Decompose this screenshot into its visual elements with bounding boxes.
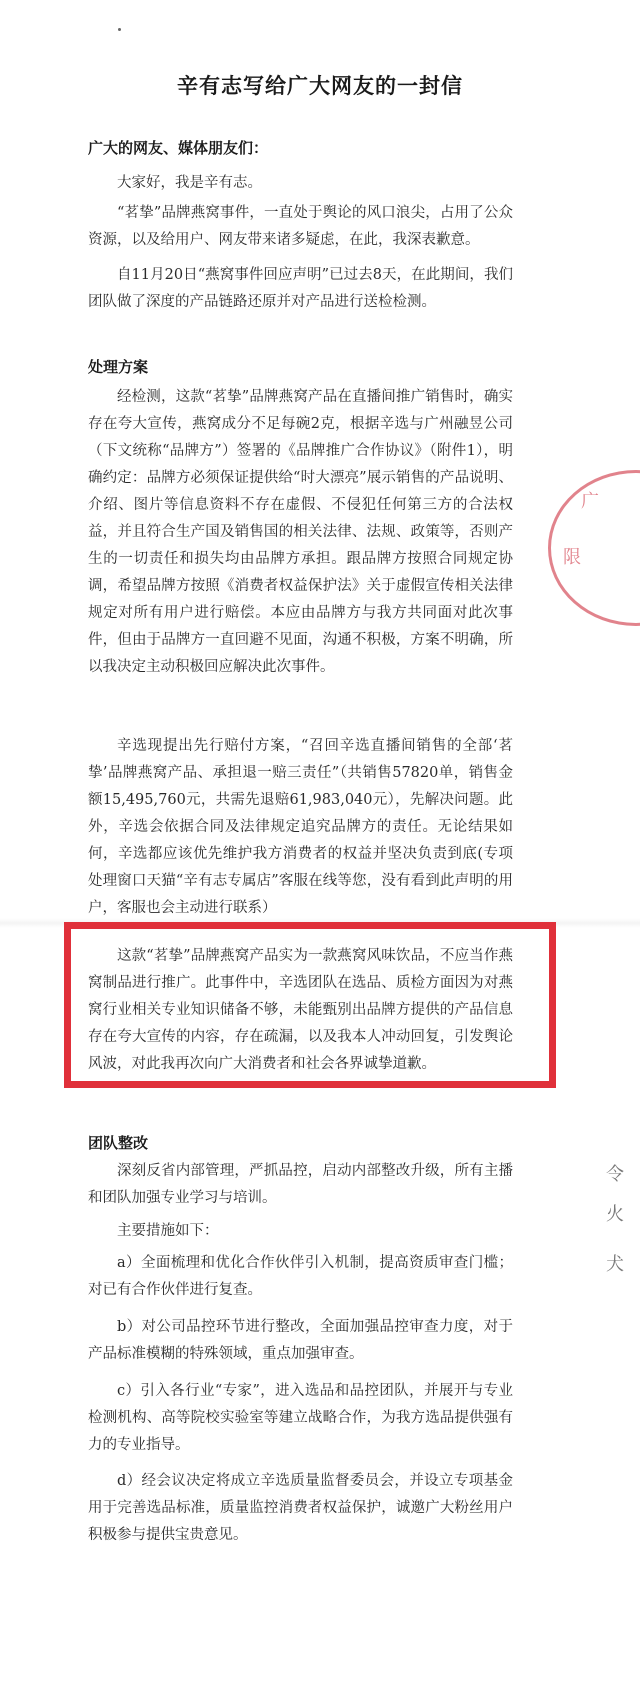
plan-paragraph-1: 经检测，这款“茗挚”品牌燕窝产品在直播间推广销售时，确实存在夸大宣传，燕窝成分不足每碗2克，根据辛选与广州融昱公司（下文统称“品牌方”）签署的《品牌推广合作协议》（附件1），明确约定：品牌方必须保证提供给“时大漂亮”展示销售的产品说明、介绍、图片等信息资料不存在虚假、不侵犯任何第三方的合法权益，并且符合生产国及销售国的相关法律、法规、政策等，否则产生的一切责任和损失均由品牌方承担。跟品牌方按照合同规定协调，希望品牌方按照《消费者权益保护法》关于虚假宣传相关法律规定对所有用户进行赔偿。本应由品牌方与我方共同面对此次事件，但由于品牌方一直回避不见面，沟通不积极，方案不明确，所以我决定主动积极回应解决此次事件。 — [88, 389, 513, 675]
edge-mark-2: 火 — [606, 1204, 624, 1225]
edge-mark-1: 令 — [606, 1164, 624, 1185]
section-heading-plan: 处理方案 — [88, 358, 149, 376]
rectification-paragraph: 深刻反省内部管理，严抓品控，启动内部整改升级，所有主播和团队加强专业学习与培训。 — [88, 1163, 513, 1206]
plan-paragraph-2: 辛选现提出先行赔付方案，“召回辛选直播间销售的全部‘茗挚’品牌燕窝产品、承担退一赔三责任”（共销售57820单，销售金额15,495,760元，共需先退赔61,983,040元），先解决问题。此外，辛选会依据合同及法律规定追究品牌方的责任。无论结果如何，辛选都应该优先维护我方消费者的权益并坚决负责到底(专项处理窗口天猫“辛有志专属店”客服在线等您，没有看到此声明的用户，客服也会主动进行联系） — [88, 738, 513, 915]
scan-speck — [118, 28, 121, 31]
salutation: 广大的网友、媒体朋友们： — [88, 139, 269, 157]
seal-char-2: 限 — [563, 547, 581, 568]
company-seal — [548, 470, 640, 626]
seal-char-1: 广 — [581, 491, 599, 512]
edge-mark-3: 犬 — [606, 1254, 624, 1275]
highlight-apology-paragraph: 这款“茗挚”品牌燕窝产品实为一款燕窝风味饮品，不应当作燕窝制品进行推广。此事件中，辛选团队在选品、质检方面因为对燕窝行业相关专业知识储备不够，未能甄别出品牌方提供的产品信息存在夸大宣传的内容，存在疏漏，以及我本人冲动回复，引发舆论风波，对此我再次向广大消费者和社会各界诚挚道歉。 — [88, 948, 513, 1072]
measure-d: d）经会议决定将成立辛选质量监督委员会，并设立专项基金用于完善选品标准，质量监控消费者权益保护，诚邀广大粉丝用户积极参与提供宝贵意见。 — [88, 1473, 513, 1543]
measure-b: b）对公司品控环节进行整改，全面加强品控审查力度，对于产品标准模糊的特殊领域，重点加强审查。 — [88, 1319, 513, 1362]
intro-greeting: 大家好，我是辛有志。 — [117, 175, 262, 191]
letter-title: 辛有志写给广大网友的一封信 — [177, 74, 463, 98]
red-highlight-frame — [64, 922, 556, 1088]
intro-timeline: 自11月20日“燕窝事件回应声明”已过去8天，在此期间，我们团队做了深度的产品链路还原并对产品进行送检检测。 — [88, 267, 513, 310]
section-heading-rectification: 团队整改 — [88, 1134, 149, 1152]
intro-apology: “茗挚”品牌燕窝事件，一直处于舆论的风口浪尖，占用了公众资源，以及给用户、网友带来诸多疑虑，在此，我深表歉意。 — [88, 205, 513, 248]
measure-a: a）全面梳理和优化合作伙伴引入机制，提高资质审查门槛；对已有合作伙伴进行复查。 — [88, 1255, 513, 1298]
measures-intro: 主要措施如下： — [117, 1223, 219, 1239]
measure-c: c）引入各行业“专家”，进入选品和品控团队，并展开与专业检测机构、高等院校实验室等建立战略合作，为我方选品提供强有力的专业指导。 — [88, 1383, 513, 1453]
